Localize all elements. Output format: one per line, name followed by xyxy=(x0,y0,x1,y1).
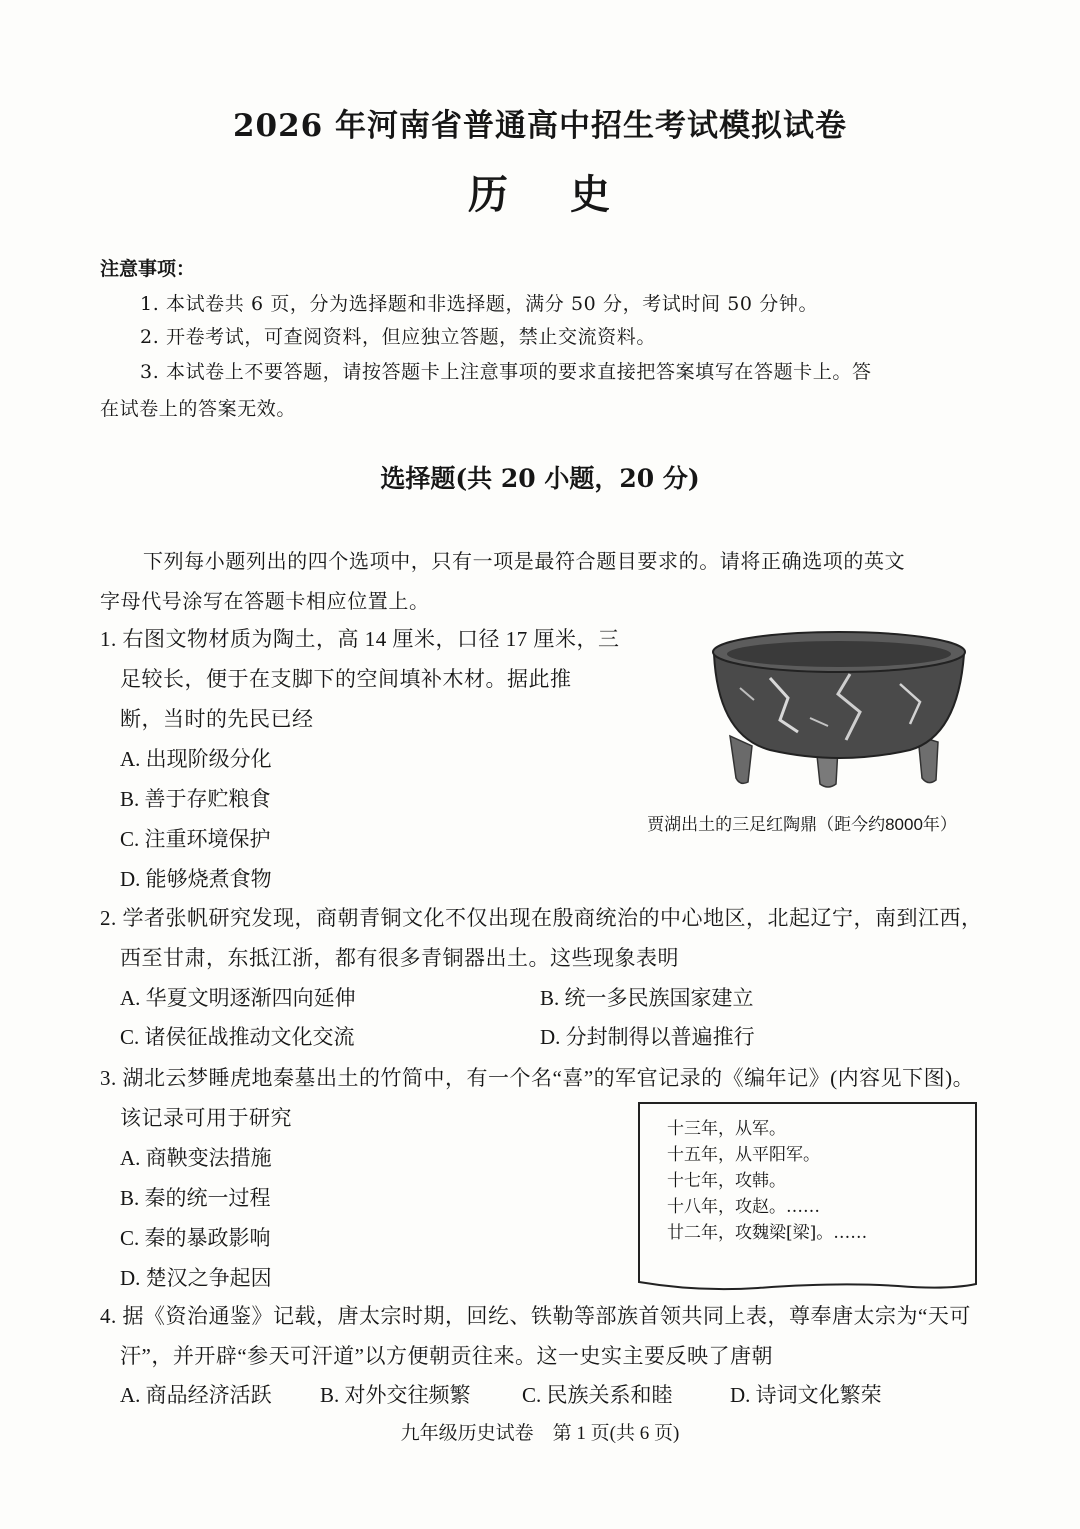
notice-item-3-cont: 在试卷上的答案无效。 xyxy=(100,398,297,420)
q3-option-d: D. 楚汉之争起因 xyxy=(120,1266,272,1290)
section-instruction-2: 字母代号涂写在答题卡相应位置上。 xyxy=(100,589,430,613)
notice-item-3: 3. 本试卷上不要答题，请按答题卡上注意事项的要求直接把答案填写在答题卡上。答 xyxy=(140,361,872,383)
q2-option-c: C. 诸侯征战推动文化交流 xyxy=(120,1025,355,1049)
pottery-ding-image xyxy=(710,628,970,790)
q2-option-a: A. 华夏文明逐渐四向延伸 xyxy=(120,986,356,1010)
subject-title xyxy=(0,163,1080,220)
notice-item-1: 1. 本试卷共 6 页，分为选择题和非选择题，满分 50 分，考试时间 50 分钟。 xyxy=(140,293,819,315)
q1-stem-line-3: 断，当时的先民已经 xyxy=(120,707,314,731)
record-line-3: 十七年，攻韩。 xyxy=(667,1171,786,1191)
q4-option-c: C. 民族关系和睦 xyxy=(522,1383,673,1407)
exam-title: 2026 年河南省普通高中招生考试模拟试卷 xyxy=(232,108,848,144)
q2-option-b: B. 统一多民族国家建立 xyxy=(540,986,754,1010)
q3-record-box xyxy=(638,1102,977,1280)
q3-stem-line-2: 该记录可用于研究 xyxy=(120,1106,292,1130)
q1-stem-line-2: 足较长，便于在支脚下的空间填补木材。据此推 xyxy=(120,667,572,691)
notice-item-2: 2. 开卷考试，可查阅资料，但应独立答题，禁止交流资料。 xyxy=(140,326,656,348)
q3-stem-line-1: 3. 湖北云梦睡虎地秦墓出土的竹简中，有一个名“喜”的军官记录的《编年记》(内容见下图)。 xyxy=(100,1066,975,1090)
section-title: 选择题(共 20 小题，20 分) xyxy=(380,464,700,493)
record-line-1: 十三年，从军。 xyxy=(667,1119,786,1139)
q3-option-c: C. 秦的暴政影响 xyxy=(120,1226,271,1250)
q1-image-caption: 贾湖出土的三足红陶鼎（距今约8000年） xyxy=(647,815,957,834)
q3-option-a: A. 商鞅变法措施 xyxy=(120,1146,272,1170)
subject-char-2: 史 xyxy=(570,171,612,218)
q1-option-b: B. 善于存贮粮食 xyxy=(120,787,271,811)
q2-stem-line-2: 西至甘肃，东抵江浙，都有很多青铜器出土。这些现象表明 xyxy=(120,946,679,970)
q2-option-d: D. 分封制得以普遍推行 xyxy=(540,1025,755,1049)
q1-option-c: C. 注重环境保护 xyxy=(120,827,271,851)
q1-stem-line-1: 1. 右图文物材质为陶土，高 14 厘米，口径 17 厘米，三 xyxy=(100,627,620,651)
q4-option-b: B. 对外交往频繁 xyxy=(320,1383,471,1407)
q1-option-d: D. 能够烧煮食物 xyxy=(120,867,272,891)
q3-option-b: B. 秦的统一过程 xyxy=(120,1186,271,1210)
record-line-5: 廿二年，攻魏梁[梁]。…… xyxy=(667,1223,868,1243)
q1-option-a: A. 出现阶级分化 xyxy=(120,747,272,771)
q4-option-d: D. 诗词文化繁荣 xyxy=(730,1383,882,1407)
q2-stem-line-1: 2. 学者张帆研究发现，商朝青铜文化不仅出现在殷商统治的中心地区，北起辽宁，南到江西， xyxy=(100,906,983,930)
subject-char-1: 历 xyxy=(468,171,510,218)
notice-heading: 注意事项： xyxy=(100,258,196,280)
q4-option-a: A. 商品经济活跃 xyxy=(120,1383,272,1407)
record-box-wavy-edge xyxy=(638,1278,977,1294)
section-instruction-1: 下列每小题列出的四个选项中，只有一项是最符合题目要求的。请将正确选项的英文 xyxy=(143,549,906,573)
record-line-4: 十八年，攻赵。…… xyxy=(667,1197,820,1217)
record-line-2: 十五年，从平阳军。 xyxy=(667,1145,820,1165)
page-footer: 九年级历史试卷 第 1 页(共 6 页) xyxy=(400,1423,680,1444)
q4-stem-line-1: 4. 据《资治通鉴》记载，唐太宗时期，回纥、铁勒等部族首领共同上表，尊奉唐太宗为“天可 xyxy=(100,1304,971,1328)
q4-stem-line-2: 汗”，并开辟“参天可汗道”以方便朝贡往来。这一史实主要反映了唐朝 xyxy=(120,1344,773,1368)
